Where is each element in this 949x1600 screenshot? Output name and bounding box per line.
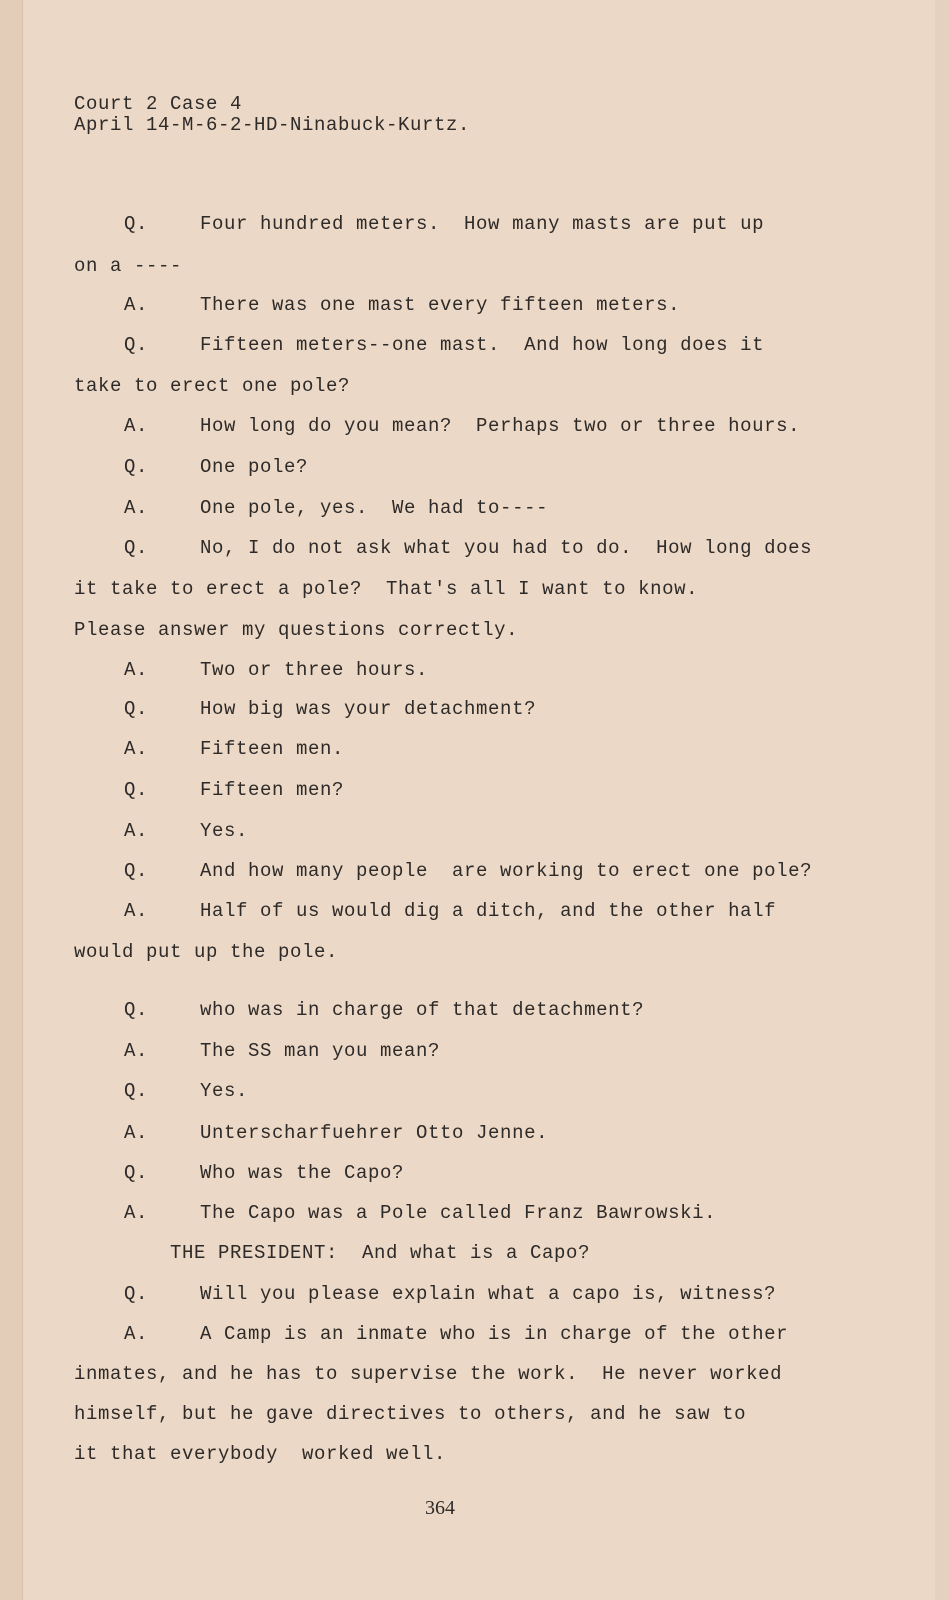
transcript-line [124,779,344,801]
transcript-line [74,941,338,963]
line-text: There was one mast every fifteen meters. [200,294,681,316]
transcript-line [124,213,764,235]
transcript-line [124,1162,404,1184]
line-text: take to erect one pole? [74,375,351,397]
line-text: inmates, and he has to supervise the work. He never worked [74,1363,783,1385]
line-text: it take to erect a pole? That's all I want to know. [74,578,699,600]
answer-label: A. [124,900,149,922]
line-text: No, I do not ask what you had to do. How long does [200,537,813,559]
left-paper-edge [0,0,23,1600]
answer-label: A. [124,1323,149,1345]
transcript-line [124,1323,788,1345]
line-text: it that everybody worked well. [74,1443,447,1465]
page-number: 364 [425,1497,455,1519]
answer-label: A. [124,1122,149,1144]
transcript-line [74,1363,782,1385]
line-text: Fifteen men? [200,779,345,801]
transcript-line [124,738,344,760]
answer-label: A. [124,738,149,760]
line-text: Fifteen meters--one mast. And how long does it [200,334,765,356]
line-text: Yes. [200,820,249,842]
line-text: himself, but he gave directives to others, and he saw to [74,1403,747,1425]
line-text: Yes. [200,1080,249,1102]
transcript-line [74,578,698,600]
transcript-line [124,999,644,1021]
line-text: on a ---- [74,255,183,277]
transcript-line [74,255,182,277]
line-text: Will you please explain what a capo is, witness? [200,1283,777,1305]
line-text: THE PRESIDENT: And what is a Capo? [170,1242,591,1264]
header-date-code: April 14-M-6-2-HD-Ninabuck-Kurtz. [74,114,471,136]
transcript-line [124,1283,776,1305]
transcript-line [124,1040,440,1062]
answer-label: A. [124,659,149,681]
line-text: How big was your detachment? [200,698,537,720]
transcript-line [74,375,350,397]
line-text: And how many people are working to erect one pole? [200,860,813,882]
question-label: Q. [124,456,149,478]
transcript-line [124,820,248,842]
transcript-line [74,1443,446,1465]
line-text: would put up the pole. [74,941,339,963]
question-label: Q. [124,1162,149,1184]
line-text: Unterscharfuehrer Otto Jenne. [200,1122,549,1144]
line-text: Who was the Capo? [200,1162,405,1184]
transcript-line [74,1403,746,1425]
line-text: Please answer my questions correctly. [74,619,519,641]
answer-label: A. [124,1202,149,1224]
question-label: Q. [124,1283,149,1305]
line-text: A Camp is an inmate who is in charge of the other [200,1323,789,1345]
transcript-line [124,900,776,922]
question-label: Q. [124,1080,149,1102]
transcript-line [124,698,536,720]
answer-label: A. [124,497,149,519]
transcript-line [124,1202,716,1224]
transcript-line [124,1122,548,1144]
question-label: Q. [124,860,149,882]
right-paper-edge [935,0,949,1600]
transcript-line [124,537,812,559]
line-text: The SS man you mean? [200,1040,441,1062]
transcript-line [124,456,308,478]
question-label: Q. [124,334,149,356]
transcript-line [124,860,812,882]
line-text: Fifteen men. [200,738,345,760]
question-label: Q. [124,698,149,720]
question-label: Q. [124,999,149,1021]
transcript-line [124,497,548,519]
answer-label: A. [124,1040,149,1062]
line-text: who was in charge of that detachment? [200,999,645,1021]
question-label: Q. [124,537,149,559]
question-label: Q. [124,213,149,235]
transcript-line [124,1242,590,1264]
header-court-case: Court 2 Case 4 [74,93,243,115]
line-text: One pole, yes. We had to---- [200,497,549,519]
answer-label: A. [124,294,149,316]
line-text: Four hundred meters. How many masts are put up [200,213,765,235]
transcript-line [74,619,518,641]
transcript-line [124,659,428,681]
line-text: The Capo was a Pole called Franz Bawrowski. [200,1202,717,1224]
question-label: Q. [124,779,149,801]
transcript-line [124,294,680,316]
transcript-line [124,415,800,437]
line-text: Two or three hours. [200,659,429,681]
answer-label: A. [124,820,149,842]
line-text: Half of us would dig a ditch, and the other half [200,900,777,922]
transcript-line [124,1080,248,1102]
answer-label: A. [124,415,149,437]
line-text: One pole? [200,456,309,478]
line-text: How long do you mean? Perhaps two or three hours. [200,415,801,437]
transcript-line [124,334,764,356]
